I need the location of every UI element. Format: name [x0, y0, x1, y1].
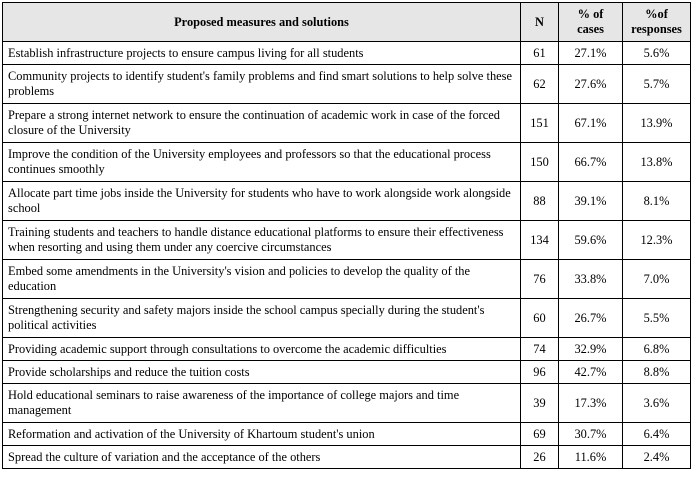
n-cell: 69 — [521, 423, 559, 446]
responses-cell: 2.4% — [623, 446, 691, 469]
measure-cell: Strengthening security and safety majors inside the school campus specially during the student's political activities — [3, 299, 521, 338]
cases-cell: 59.6% — [559, 221, 623, 260]
measure-cell: Hold educational seminars to raise awareness of the importance of college majors and time management — [3, 384, 521, 423]
responses-cell: 12.3% — [623, 221, 691, 260]
cases-cell: 17.3% — [559, 384, 623, 423]
responses-cell: 8.8% — [623, 361, 691, 384]
responses-cell: 5.6% — [623, 42, 691, 65]
responses-cell: 5.7% — [623, 65, 691, 104]
table-row — [3, 338, 691, 361]
responses-cell: 3.6% — [623, 384, 691, 423]
n-cell: 26 — [521, 446, 559, 469]
responses-cell: 13.9% — [623, 104, 691, 143]
table-row — [3, 361, 691, 384]
responses-cell: 5.5% — [623, 299, 691, 338]
n-cell: 88 — [521, 182, 559, 221]
measure-cell: Training students and teachers to handle distance educational platforms to ensure their effectiveness when resorting and using them under any coercive circumstances — [3, 221, 521, 260]
table-row — [3, 42, 691, 65]
table-row — [3, 423, 691, 446]
measure-cell: Provide scholarships and reduce the tuition costs — [3, 361, 521, 384]
header-responses: %of responses — [623, 3, 691, 42]
n-cell: 60 — [521, 299, 559, 338]
measures-table — [2, 2, 691, 469]
table-row — [3, 65, 691, 104]
measure-cell: Community projects to identify student's family problems and find smart solutions to help solve these problems — [3, 65, 521, 104]
table-row — [3, 104, 691, 143]
table-row — [3, 182, 691, 221]
measure-cell: Embed some amendments in the University's vision and policies to develop the quality of the education — [3, 260, 521, 299]
cases-cell: 39.1% — [559, 182, 623, 221]
n-cell: 151 — [521, 104, 559, 143]
table-row — [3, 446, 691, 469]
measure-cell: Allocate part time jobs inside the University for students who have to work alongside work alongside school — [3, 182, 521, 221]
table-row — [3, 384, 691, 423]
cases-cell: 33.8% — [559, 260, 623, 299]
cases-cell: 26.7% — [559, 299, 623, 338]
measure-cell: Prepare a strong internet network to ensure the continuation of academic work in case of the forced closure of the University — [3, 104, 521, 143]
cases-cell: 32.9% — [559, 338, 623, 361]
n-cell: 76 — [521, 260, 559, 299]
cases-cell: 30.7% — [559, 423, 623, 446]
table-row — [3, 260, 691, 299]
cases-cell: 66.7% — [559, 143, 623, 182]
cases-cell: 42.7% — [559, 361, 623, 384]
cases-cell: 27.6% — [559, 65, 623, 104]
measure-cell: Improve the condition of the University employees and professors so that the educational process continues smoothly — [3, 143, 521, 182]
table-row — [3, 143, 691, 182]
measure-cell: Spread the culture of variation and the acceptance of the others — [3, 446, 521, 469]
n-cell: 134 — [521, 221, 559, 260]
measure-cell: Establish infrastructure projects to ensure campus living for all students — [3, 42, 521, 65]
table-row — [3, 221, 691, 260]
responses-cell: 6.8% — [623, 338, 691, 361]
table-row — [3, 299, 691, 338]
n-cell: 96 — [521, 361, 559, 384]
cases-cell: 11.6% — [559, 446, 623, 469]
header-n: N — [521, 3, 559, 42]
responses-cell: 6.4% — [623, 423, 691, 446]
n-cell: 150 — [521, 143, 559, 182]
header-cases: % of cases — [559, 3, 623, 42]
responses-cell: 8.1% — [623, 182, 691, 221]
n-cell: 62 — [521, 65, 559, 104]
n-cell: 61 — [521, 42, 559, 65]
cases-cell: 27.1% — [559, 42, 623, 65]
measure-cell: Reformation and activation of the University of Khartoum student's union — [3, 423, 521, 446]
responses-cell: 13.8% — [623, 143, 691, 182]
header-measures: Proposed measures and solutions — [3, 3, 521, 42]
n-cell: 74 — [521, 338, 559, 361]
measure-cell: Providing academic support through consultations to overcome the academic difficulties — [3, 338, 521, 361]
cases-cell: 67.1% — [559, 104, 623, 143]
responses-cell: 7.0% — [623, 260, 691, 299]
n-cell: 39 — [521, 384, 559, 423]
header-row — [3, 3, 691, 42]
